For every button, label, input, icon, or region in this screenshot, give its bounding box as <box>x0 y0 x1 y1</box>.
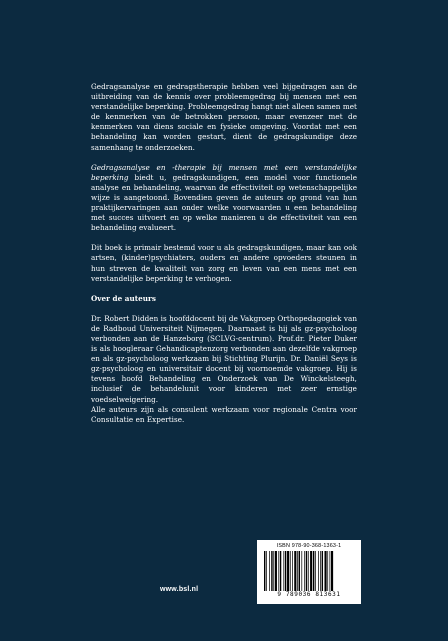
barcode-bar <box>280 551 281 591</box>
isbn-label: ISBN 978-90-368-1363-1 <box>276 543 342 549</box>
publisher-website: www.bsl.nl <box>160 586 199 593</box>
barcode-bar <box>278 551 279 591</box>
about-authors-text: Dr. Robert Didden is hoofddocent bij de Vakgroep Orthopedagogiek van de Radboud Universiteit Nijmegen. Daarnaast is hij als gz-psycholoog verbonden aan de Hanzeborg (SCLVG-centrum). Prof.dr. Pieter Duker is als hoogleraar Gehandicaptenzorg verbonden aan dezelfde vakgroep en als gz-psycholoog werkzaam bij Stichting Plurijn. Dr. Daniël Seys is gz-psycholoog en universitair docent bij voornoemde vakgroep. Hij is tevens hoofd Behandeling en Onderzoek van De Winckelsteegh, inclusief de behandelunit voor kinderen met zeer ernstige voedselweigering. <box>91 313 357 404</box>
blurb-text <box>91 82 357 425</box>
isbn-barcode <box>257 540 361 604</box>
intro-paragraph: Gedragsanalyse en gedragstherapie hebben veel bijgedragen aan de uitbreiding van de kennis over probleemgedrag bij mensen met een verstandelijke beperking. Probleemgedrag hangt niet alleen samen met de kenmerken van de betrokken persoon, maar evenzeer met de kenmerken van diens sociale en fysieke omgeving. Voordat met een behandeling kan worden gestart, dient de gedragskundige deze samenhang te onderzoeken. <box>91 82 357 152</box>
barcode-bar <box>275 551 277 591</box>
barcode-number: 9 789036 813631 <box>277 591 341 598</box>
barcode-bar <box>264 551 265 591</box>
barcode-bar <box>308 551 309 591</box>
barcode-bar <box>287 551 289 591</box>
barcode-bar <box>304 551 305 591</box>
book-description-text: biedt u, gedragskundigen, een model voor functionele analyse en behandeling, waarvan de effectiviteit op wetenschappelijke wijze is aangetoond. Bovendien geven de auteurs op grond van hun praktijkervaringen aan onder welke voorwaarden u een behandeling met succes uitvoert en op welke manieren u de effectiviteit van een behandeling evalueert. <box>91 172 357 233</box>
barcode-bar <box>301 551 302 591</box>
barcode-bar <box>315 551 316 591</box>
barcode-bar <box>320 551 321 591</box>
book-title-italic: Gedragsanalyse en -therapie bij mensen met een verstandelijke beperking <box>91 162 357 182</box>
barcode-bar <box>294 551 296 591</box>
barcode-bar <box>283 551 284 591</box>
audience-paragraph: Dit boek is primair bestemd voor u als gedragskundigen, maar kan ook artsen, (kinder)psychiaters, ouders en andere opvoeders steunen in hun streven de kwaliteit van zorg en leven van een mens met een verstandelijke beperking te verhogen. <box>91 243 357 283</box>
book-description-paragraph <box>91 163 357 234</box>
barcode-bar <box>297 551 298 591</box>
authors-closing-text: Alle auteurs zijn als consulent werkzaam voor regionale Centra voor Consultatie en Expertise. <box>91 404 357 424</box>
barcode-bar <box>290 551 291 591</box>
barcode-bar <box>327 551 328 591</box>
barcode-bar <box>292 551 293 591</box>
barcode-bar <box>331 551 333 591</box>
about-authors-heading: Over de auteurs <box>91 293 156 303</box>
barcode-bar <box>310 551 312 591</box>
barcode-bar <box>322 551 323 591</box>
barcode-bar <box>306 551 307 591</box>
barcode-bar <box>273 551 274 591</box>
barcode-bar <box>318 551 319 591</box>
barcode-bars-icon <box>263 551 355 591</box>
barcode-bar <box>271 551 272 591</box>
barcode-bar <box>266 551 267 591</box>
barcode-bar <box>269 551 270 591</box>
barcode-bar <box>324 551 326 591</box>
barcode-bar <box>313 551 314 591</box>
barcode-bar <box>330 551 331 591</box>
barcode-bar <box>285 551 286 591</box>
barcode-bar <box>299 551 300 591</box>
